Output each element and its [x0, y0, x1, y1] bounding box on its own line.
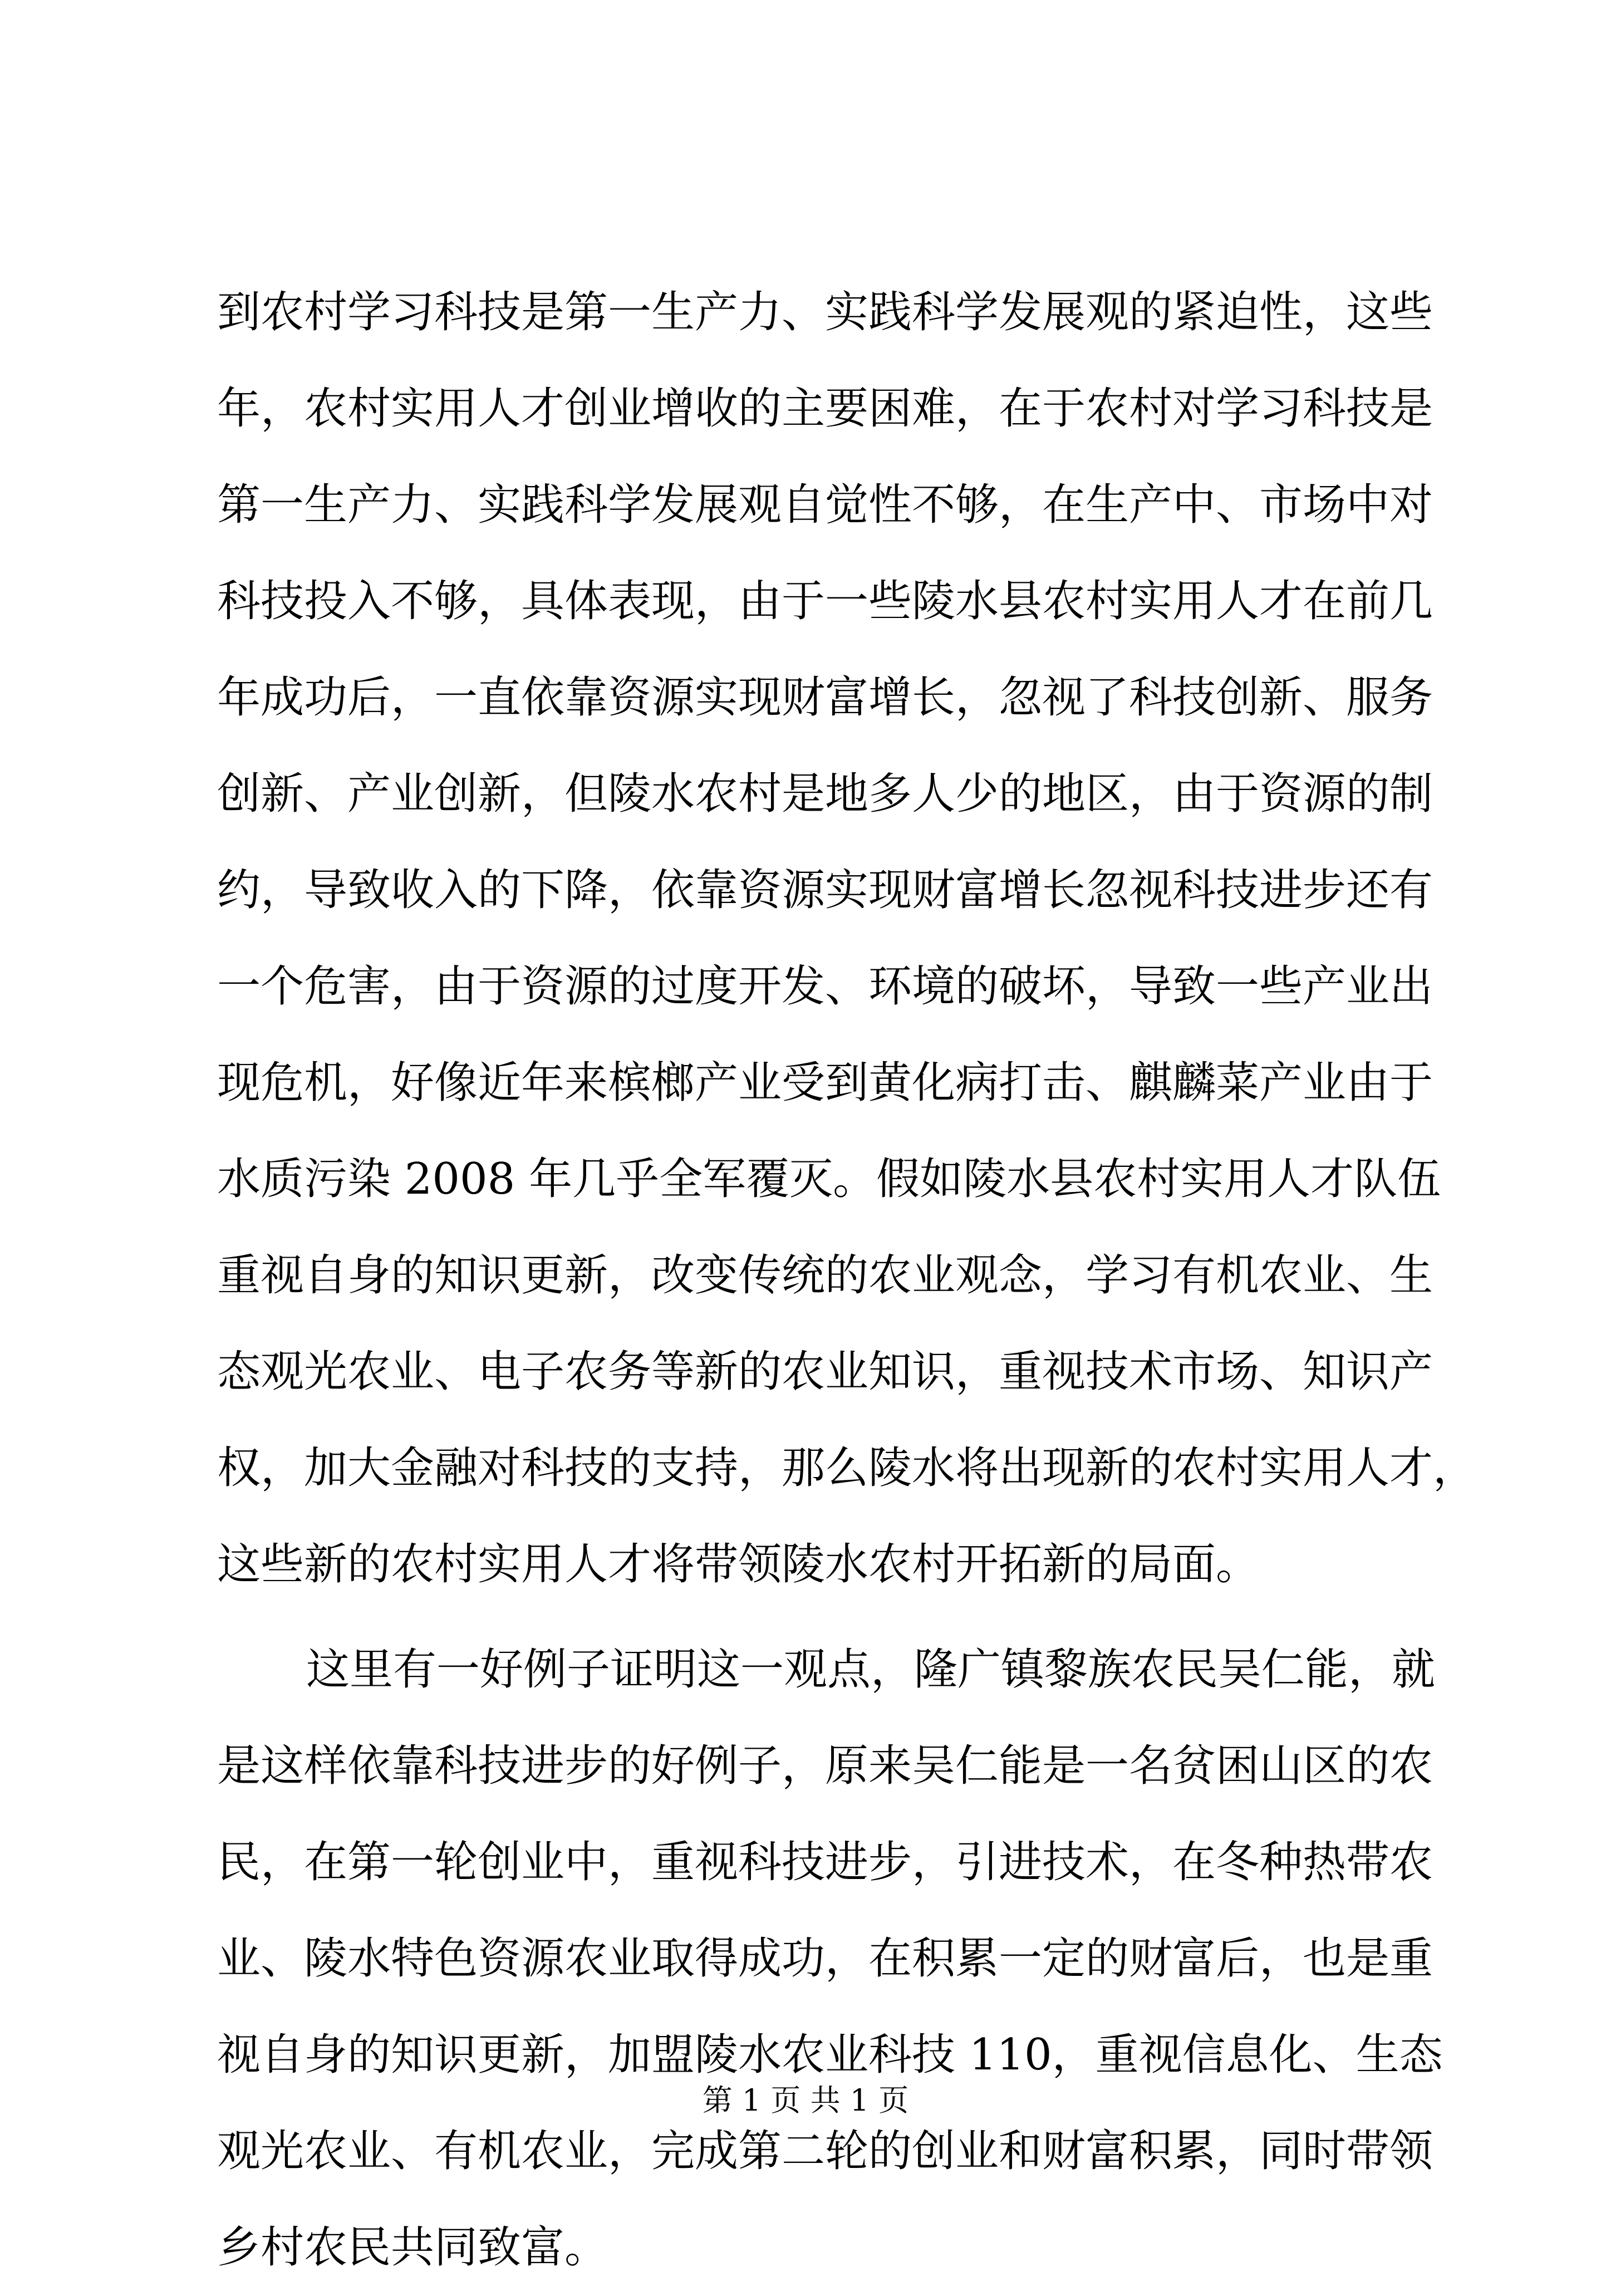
paragraph-spacer	[217, 1613, 1420, 1622]
text-line: 权，加大金融对科技的支持，那么陵水将出现新的农村实用人才，	[217, 1443, 1477, 1493]
text-line: 现危机，好像近年来槟榔产业受到黄化病打击、麒麟菜产业由于	[217, 1058, 1433, 1108]
text-line: 视自身的知识更新，加盟陵水农业科技 110，重视信息化、生态	[217, 2030, 1443, 2080]
text-line: 重视自身的知识更新，改变传统的农业观念，学习有机农业、生	[217, 1250, 1433, 1301]
text-line: 科技投入不够，具体表现，由于一些陵水县农村实用人才在前几	[217, 576, 1433, 626]
paragraph-2	[217, 1622, 1443, 2296]
text-line: 年成功后，一直依靠资源实现财富增长，忽视了科技创新、服务	[217, 673, 1433, 723]
page-number-footer: 第 1 页 共 1 页	[702, 2083, 909, 2118]
text-line: 第一生产力、实践科学发展观自觉性不够，在生产中、市场中对	[217, 480, 1433, 530]
text-line: 水质污染 2008 年几乎全军覆灭。假如陵水县农村实用人才队伍	[217, 1154, 1441, 1204]
text-line: 态观光农业、电子农务等新的农业知识，重视技术市场、知识产	[217, 1347, 1433, 1397]
text-line: 一个危害，由于资源的过度开发、环境的破坏，导致一些产业出	[217, 961, 1433, 1012]
paragraph-1	[217, 264, 1477, 1613]
text-line: 这里有一好例子证明这一观点，隆广镇黎族农民吴仁能，就	[306, 1645, 1436, 1695]
text-line: 到农村学习科技是第一生产力、实践科学发展观的紧迫性，这些	[217, 287, 1433, 337]
text-line: 业、陵水特色资源农业取得成功，在积累一定的财富后，也是重	[217, 1934, 1433, 1984]
text-line: 年，农村实用人才创业增收的主要困难，在于农村对学习科技是	[217, 384, 1433, 434]
text-line: 观光农业、有机农业，完成第二轮的创业和财富积累，同时带领	[217, 2126, 1433, 2176]
text-line: 是这样依靠科技进步的好例子，原来吴仁能是一名贫困山区的农	[217, 1741, 1433, 1791]
body-text	[217, 264, 1477, 2296]
text-line: 民，在第一轮创业中，重视科技进步，引进技术，在冬种热带农	[217, 1837, 1433, 1887]
text-line: 约，导致收入的下降，依靠资源实现财富增长忽视科技进步还有	[217, 865, 1433, 915]
text-line: 这些新的农村实用人才将带领陵水农村开拓新的局面。	[217, 1539, 1260, 1589]
text-line: 乡村农民共同致富。	[217, 2223, 608, 2273]
text-line: 创新、产业创新，但陵水农村是地多人少的地区，由于资源的制	[217, 769, 1433, 819]
